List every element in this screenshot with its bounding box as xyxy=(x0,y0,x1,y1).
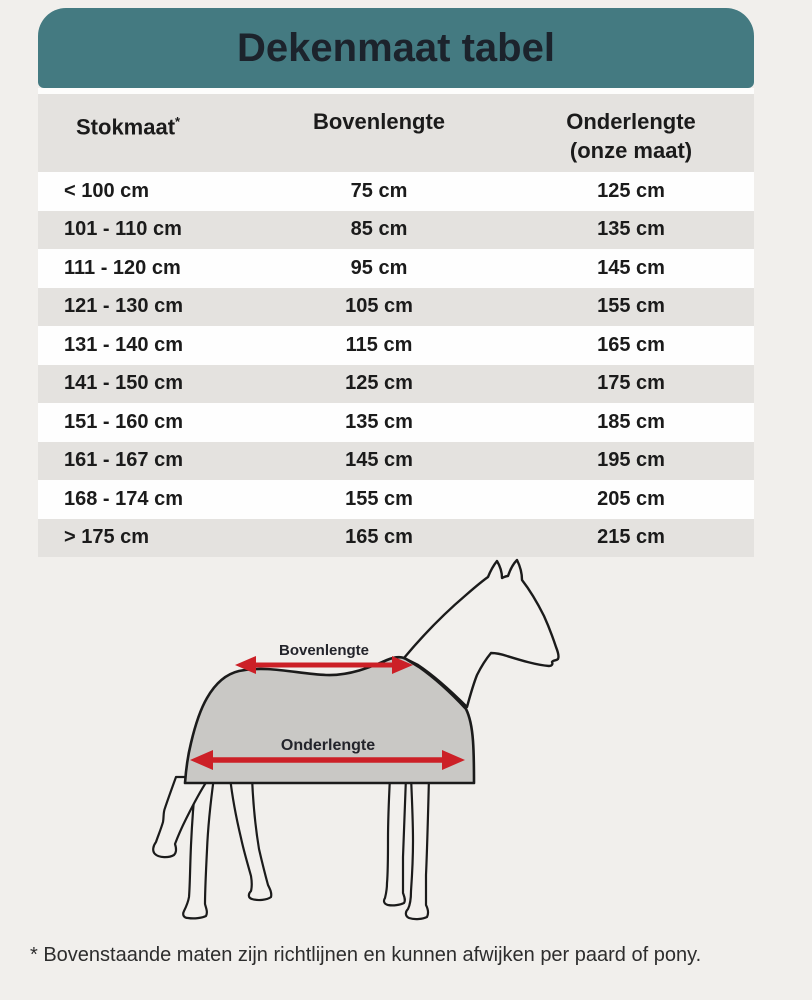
onderlengte-label: Onderlengte xyxy=(566,109,696,134)
cell-bovenlengte: 145 cm xyxy=(345,449,413,472)
onderlengte-sublabel: (onze maat) xyxy=(569,138,693,163)
cell-stokmaat: 161 - 167 cm xyxy=(64,449,183,472)
cell-onderlengte: 145 cm xyxy=(597,256,665,279)
column-header-bovenlengte: Bovenlengte xyxy=(312,109,446,134)
table-body xyxy=(38,172,754,557)
table-header-row xyxy=(38,94,754,172)
table-row xyxy=(38,326,754,365)
bovenlengte-arrow-label: Bovenlengte xyxy=(278,642,370,659)
table-row xyxy=(38,403,754,442)
cell-onderlengte: 195 cm xyxy=(597,449,665,472)
table-row xyxy=(38,442,754,481)
cell-onderlengte: 165 cm xyxy=(597,333,665,356)
horse-hind-leg-near xyxy=(230,777,271,900)
footnote: * Bovenstaande maten zijn richtlijnen en kunnen afwijken per paard of pony. xyxy=(30,944,702,966)
table-row xyxy=(38,519,754,558)
cell-stokmaat: 121 - 130 cm xyxy=(64,295,183,318)
cell-bovenlengte: 135 cm xyxy=(345,410,413,433)
cell-stokmaat: 131 - 140 cm xyxy=(64,333,183,356)
table-row xyxy=(38,480,754,519)
cell-stokmaat: > 175 cm xyxy=(64,526,150,549)
title-banner xyxy=(38,8,754,88)
column-header-stokmaat-label: Stokmaat xyxy=(76,114,176,140)
cell-onderlengte: 205 cm xyxy=(597,487,665,510)
cell-stokmaat: 101 - 110 cm xyxy=(64,218,182,241)
cell-onderlengte: 175 cm xyxy=(597,372,665,395)
cell-onderlengte: 155 cm xyxy=(597,295,665,318)
cell-onderlengte: 215 cm xyxy=(597,526,665,549)
cell-bovenlengte: 95 cm xyxy=(350,256,408,279)
size-table xyxy=(38,94,754,557)
cell-onderlengte: 125 cm xyxy=(597,179,665,202)
horse-front-leg-near xyxy=(406,777,429,919)
cell-stokmaat: 111 - 120 cm xyxy=(64,256,181,279)
cell-bovenlengte: 115 cm xyxy=(345,333,413,356)
table-row xyxy=(38,172,754,211)
table-row xyxy=(38,211,754,250)
cell-bovenlengte: 105 cm xyxy=(345,295,413,318)
column-header-onderlengte xyxy=(508,107,754,172)
table-row xyxy=(38,288,754,327)
horse-blanket xyxy=(185,657,474,783)
cell-stokmaat: 151 - 160 cm xyxy=(64,410,183,433)
cell-bovenlengte: 155 cm xyxy=(345,487,413,510)
cell-bovenlengte: 125 cm xyxy=(345,372,413,395)
onderlengte-arrow-label: Onderlengte xyxy=(280,737,376,754)
table-row xyxy=(38,249,754,288)
cell-onderlengte: 135 cm xyxy=(597,218,665,241)
cell-onderlengte: 185 cm xyxy=(597,410,665,433)
horse-diagram xyxy=(140,555,600,935)
cell-bovenlengte: 85 cm xyxy=(350,218,408,241)
table-row xyxy=(38,365,754,404)
column-header-stokmaat xyxy=(38,107,250,172)
horse-front-leg-far xyxy=(384,777,406,905)
page-title: Dekenmaat tabel xyxy=(237,25,555,70)
stokmaat-footnote-marker: * xyxy=(175,114,181,129)
cell-stokmaat: < 100 cm xyxy=(64,179,150,202)
cell-bovenlengte: 165 cm xyxy=(345,526,413,549)
cell-stokmaat: 141 - 150 cm xyxy=(64,372,183,395)
cell-stokmaat: 168 - 174 cm xyxy=(64,487,183,510)
cell-bovenlengte: 75 cm xyxy=(350,179,408,202)
